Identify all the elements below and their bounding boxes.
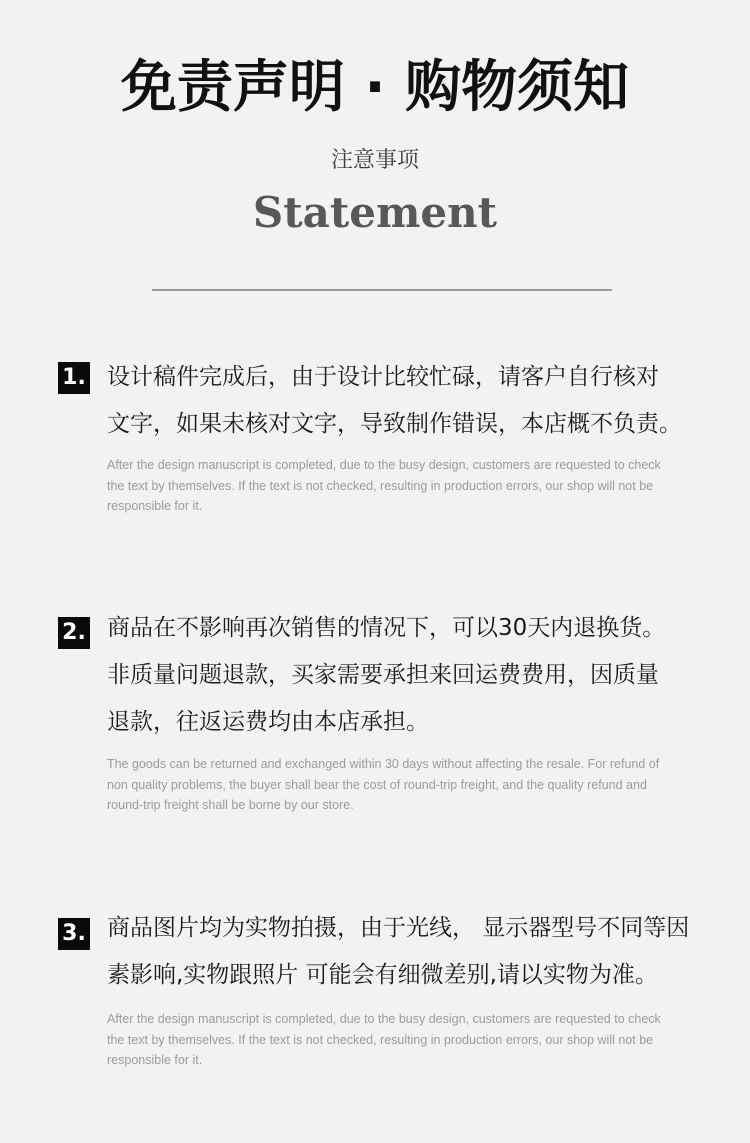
section-1-number-badge: 1. bbox=[58, 362, 90, 394]
page-subtitle: 注意事项 bbox=[330, 148, 419, 173]
section-1-en-line: responsible for it. bbox=[107, 499, 203, 513]
section-2-number-badge: 2. bbox=[58, 617, 90, 649]
section-2-cn-line: 商品在不影响再次销售的情况下，可以30天内退换货。 bbox=[107, 615, 666, 641]
section-2-en-line: The goods can be returned and exchanged within 30 days without affecting the resale. For refund of bbox=[107, 757, 660, 771]
section-2-en-line: round-trip freight shall be borne by our store. bbox=[107, 798, 354, 812]
section-1-chinese-text bbox=[107, 354, 737, 448]
section-3-en-line: responsible for it. bbox=[107, 1053, 203, 1067]
section-1-english-text bbox=[107, 455, 697, 517]
section-1-cn-line: 设计稿件完成后，由于设计比较忙碌，请客户自行核对 bbox=[107, 364, 659, 390]
section-2-cn-line: 退款，往返运费均由本店承担。 bbox=[107, 709, 429, 735]
section-2-english-text bbox=[107, 754, 697, 816]
section-2-chinese-text bbox=[107, 605, 737, 746]
section-2-en-line: non quality problems, the buyer shall bear the cost of round-trip freight, and the quality refund and bbox=[107, 777, 647, 792]
section-3-en-line: the text by themselves. If the text is not checked, resulting in production errors, our shop will not be bbox=[107, 1032, 654, 1047]
section-3-cn-line: 素影响,实物跟照片 可能会有细微差别,请以实物为准。 bbox=[107, 962, 658, 988]
section-2-cn-line: 非质量问题退款，买家需要承担来回运费费用，因质量 bbox=[107, 662, 659, 688]
statement-heading: Statement bbox=[252, 188, 498, 237]
section-3-chinese-text bbox=[107, 905, 737, 999]
section-3-english-text bbox=[107, 1009, 697, 1071]
section-1-en-line: After the design manuscript is completed, due to the busy design, customers are requested to check bbox=[107, 458, 661, 472]
section-3-number-badge: 3. bbox=[58, 918, 90, 950]
section-3-cn-line: 商品图片均为实物拍摄，由于光线， 显示器型号不同等因 bbox=[107, 915, 690, 941]
section-1-en-line: the text by themselves. If the text is not checked, resulting in production errors, our shop will not be bbox=[107, 478, 654, 493]
page-title: 免责声明 · 购物须知 bbox=[120, 55, 630, 120]
header-divider bbox=[152, 289, 612, 291]
section-1-cn-line: 文字，如果未核对文字，导致制作错误，本店概不负责。 bbox=[107, 411, 682, 437]
section-3-en-line: After the design manuscript is completed, due to the busy design, customers are requested to check bbox=[107, 1012, 661, 1026]
